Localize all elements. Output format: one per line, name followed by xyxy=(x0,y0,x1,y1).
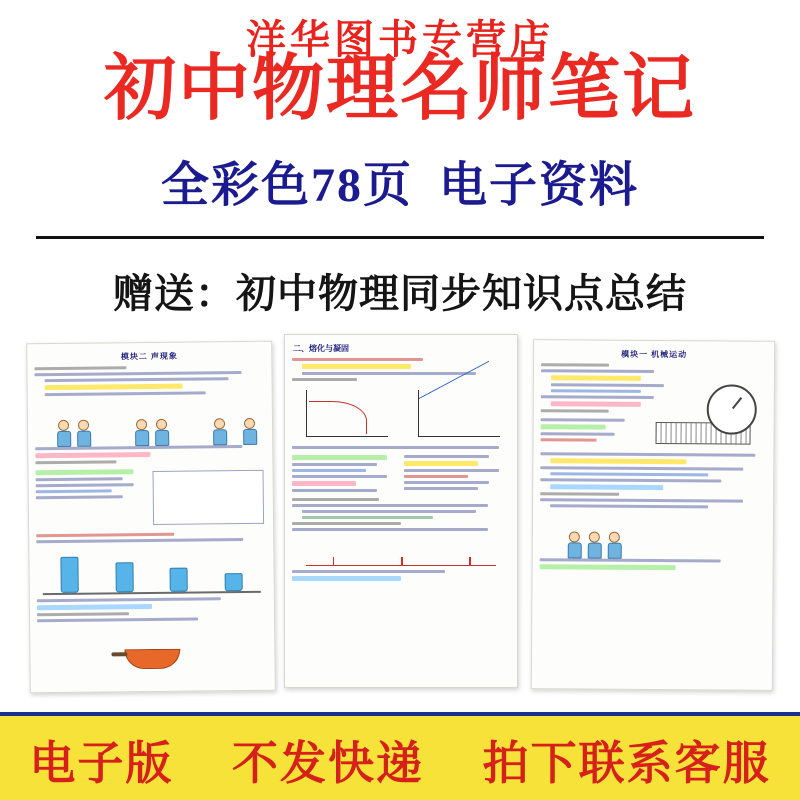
text-line xyxy=(541,369,654,373)
highlight-line xyxy=(540,564,676,570)
highlight-line xyxy=(292,576,401,581)
subtitle-format: 电子资料 xyxy=(439,159,640,212)
text-line xyxy=(551,383,664,387)
highlight-line xyxy=(36,469,134,475)
page-title: 初中物理名师笔记 xyxy=(103,49,696,129)
text-line xyxy=(34,371,241,376)
text-line xyxy=(541,432,615,436)
text-line xyxy=(404,455,489,458)
highlight-line xyxy=(35,452,150,458)
preview-page-2[interactable] xyxy=(284,334,518,688)
figure-water-bottles xyxy=(42,545,260,595)
preview-page-1-title: 模块二 声现象 xyxy=(120,351,178,362)
text-line xyxy=(37,618,198,623)
preview-page-3[interactable] xyxy=(531,339,775,691)
text-line xyxy=(541,438,597,441)
text-line xyxy=(36,495,123,499)
text-line xyxy=(540,558,721,562)
banner-item-contact-service: 拍下联系客服 xyxy=(482,738,771,789)
highlight-line xyxy=(541,424,606,429)
figure-tuning-fork xyxy=(153,470,265,525)
section-heading-line xyxy=(292,498,379,501)
preview-page-1-body xyxy=(27,365,274,671)
section-heading-line xyxy=(34,366,126,370)
chart-number-axis xyxy=(306,539,496,566)
section-heading-line xyxy=(35,460,116,464)
text-line xyxy=(292,463,377,466)
text-line xyxy=(45,377,229,382)
banner-item-no-shipping: 不发快递 xyxy=(231,738,424,789)
text-line xyxy=(404,475,468,478)
subtitle xyxy=(0,146,800,215)
text-line xyxy=(292,570,445,573)
highlight-line xyxy=(550,484,663,490)
preview-page-2-body xyxy=(285,358,517,581)
text-line xyxy=(404,481,489,484)
section-heading-line xyxy=(541,409,609,412)
text-line xyxy=(292,504,488,507)
banner-item-digital: 电子版 xyxy=(29,738,174,789)
preview-page-3-title: 模块一 机械运动 xyxy=(621,349,688,360)
text-line xyxy=(541,418,625,422)
section-heading-line xyxy=(540,492,619,496)
text-line xyxy=(540,498,743,502)
text-line xyxy=(292,528,488,531)
subtitle-pages: 全彩色78页 xyxy=(160,159,413,212)
text-line xyxy=(540,478,721,482)
text-line xyxy=(36,489,112,493)
text-line xyxy=(302,372,476,375)
text-line xyxy=(404,469,499,472)
text-line xyxy=(551,389,641,393)
highlight-line xyxy=(550,458,686,464)
highlight-line xyxy=(551,375,641,381)
text-line xyxy=(36,533,174,537)
text-line xyxy=(37,597,221,602)
figure-car-cartoon xyxy=(548,511,758,556)
text-line xyxy=(541,395,654,399)
text-line xyxy=(550,472,708,476)
highlight-line xyxy=(45,384,183,390)
highlight-line xyxy=(302,364,411,369)
highlight-line xyxy=(292,481,356,486)
text-line xyxy=(45,391,206,396)
divider xyxy=(36,236,764,239)
section-heading-line xyxy=(292,378,357,381)
text-line xyxy=(36,477,123,481)
chart-melting-curve xyxy=(306,390,388,437)
section-heading-line xyxy=(541,363,609,366)
shop-name: 洋华图书专营店 xyxy=(246,17,554,62)
text-line xyxy=(292,469,366,472)
text-line xyxy=(302,510,476,513)
bottom-banner xyxy=(0,712,800,800)
highlight-line xyxy=(292,455,387,460)
section-heading-line xyxy=(37,612,129,616)
bonus-line: 赠送：初中物理同步知识点总结 xyxy=(113,271,687,316)
figure-stopwatch xyxy=(707,384,757,434)
text-line xyxy=(550,504,708,508)
text-line xyxy=(540,452,755,456)
text-line xyxy=(36,483,134,487)
preview-page-2-title: 二、熔化与凝固 xyxy=(293,344,349,353)
figure-sound-experiments xyxy=(43,398,257,444)
text-line xyxy=(292,446,499,449)
text-line xyxy=(540,466,743,470)
chart-solidify-curve xyxy=(418,390,500,437)
highlight-line xyxy=(404,461,478,466)
text-line xyxy=(404,487,478,490)
highlight-line xyxy=(551,401,641,407)
highlight-line xyxy=(37,604,152,610)
text-line xyxy=(292,358,423,361)
section-heading-line xyxy=(292,522,401,525)
figure-frying-pan xyxy=(45,624,259,670)
preview-gallery xyxy=(18,332,782,700)
preview-page-3-body xyxy=(533,363,774,571)
text-line xyxy=(36,538,243,543)
preview-page-1[interactable] xyxy=(26,341,276,694)
text-line xyxy=(292,475,387,478)
text-line xyxy=(302,516,433,519)
text-line xyxy=(292,489,377,492)
